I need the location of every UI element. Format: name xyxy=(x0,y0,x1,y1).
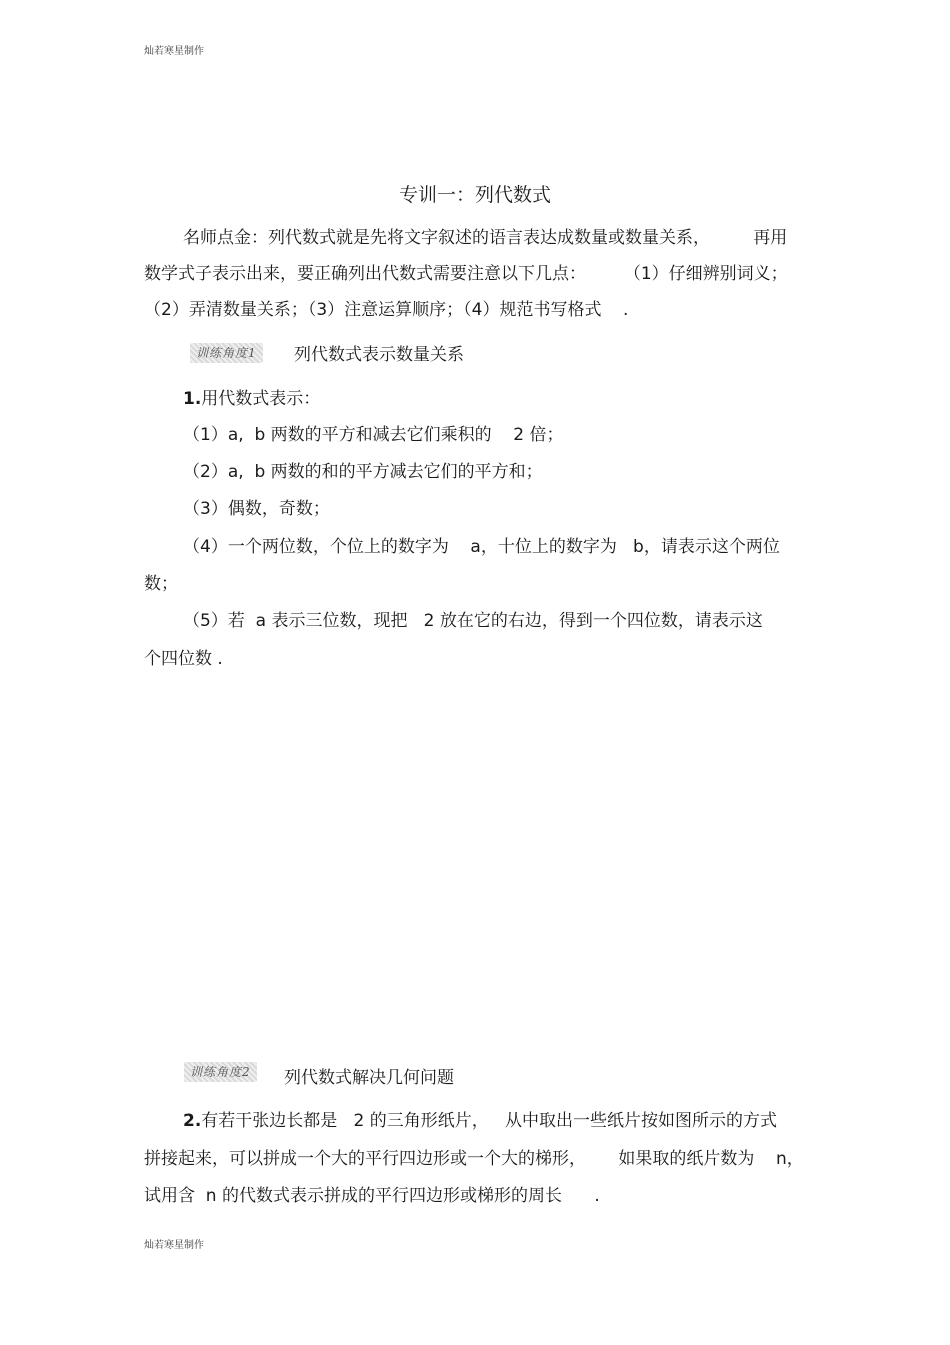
question-2-line-2: 拼接起来，可以拼成一个大的平行四边形或一个大的梯形， 如果取的纸片数为 n， xyxy=(144,1149,804,1169)
question-1-number: 1. xyxy=(183,389,202,409)
section-label-1: 列代数式表示数量关系 xyxy=(294,345,464,365)
question-1-part-2: （2）a, b 两数的和的平方减去它们的平方和； xyxy=(183,462,543,482)
intro-line-1: 名师点金：列代数式就是先将文字叙述的语言表达成数量或数量关系， 再用 xyxy=(183,228,788,248)
question-1-part-3: （3）偶数，奇数； xyxy=(183,499,330,519)
intro-line-2: 数学式子表示出来，要正确列出代数式需要注意以下几点： （1）仔细辨别词义； xyxy=(144,264,788,284)
page-footer: 灿若寒星制作 xyxy=(144,1240,204,1251)
section-badge-2: 训练角度2 xyxy=(184,1062,257,1082)
question-1-part-4: （4）一个两位数，个位上的数字为 a，十位上的数字为 b，请表示这个两位 xyxy=(183,537,780,557)
intro-line-3: （2）弄清数量关系；（3）注意运算顺序；（4）规范书写格式 . xyxy=(144,300,629,320)
question-1-part-4-cont: 数； xyxy=(144,574,178,594)
question-1-part-5-cont: 个四位数 . xyxy=(144,649,223,669)
question-2-line-1 xyxy=(183,1110,777,1132)
question-2-text: 有若干张边长都是 2 的三角形纸片， 从中取出一些纸片按如图所示的方式 xyxy=(201,1111,777,1131)
question-1-text: 用代数式表示： xyxy=(201,389,321,409)
page-header: 灿若寒星制作 xyxy=(144,46,204,57)
question-2-number: 2. xyxy=(183,1111,202,1131)
section-badge-1: 训练角度1 xyxy=(190,343,263,363)
page-title: 专训一：列代数式 xyxy=(398,184,551,206)
section-label-2: 列代数式解决几何问题 xyxy=(284,1068,454,1088)
question-2-line-3: 试用含 n 的代数式表示拼成的平行四边形或梯形的周长 . xyxy=(144,1186,600,1206)
question-1-part-1: （1）a, b 两数的平方和减去它们乘积的 2 倍； xyxy=(183,425,564,445)
question-1-part-5: （5）若 a 表示三位数，现把 2 放在它的右边，得到一个四位数，请表示这 xyxy=(183,611,763,631)
question-1-stem xyxy=(183,388,320,410)
